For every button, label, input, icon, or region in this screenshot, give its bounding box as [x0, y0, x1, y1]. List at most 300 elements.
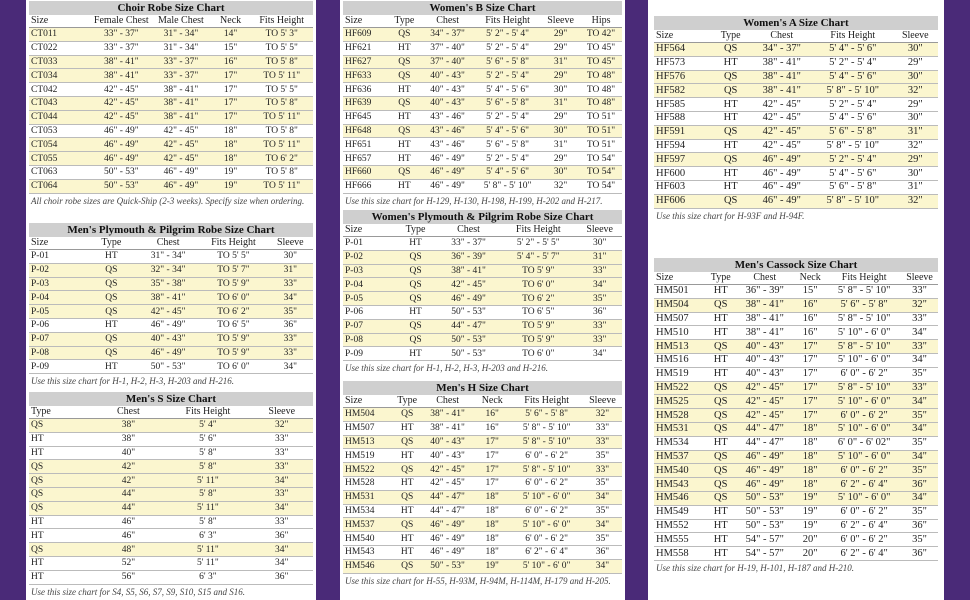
- table-cell: 31": [577, 250, 622, 264]
- table-cell: 34": [901, 395, 938, 409]
- table-cell: 33": [901, 340, 938, 354]
- table-cell: HM528: [654, 409, 705, 423]
- table-cell: 19": [793, 505, 827, 519]
- table-cell: 40" - 43": [421, 83, 474, 97]
- table-cell: 29": [541, 110, 580, 124]
- table-row: [654, 478, 938, 492]
- table-cell: 38" - 41": [751, 70, 813, 84]
- table-row: [343, 165, 622, 179]
- table-cell: 33": [250, 432, 313, 446]
- table-cell: 44" - 47": [736, 436, 793, 450]
- table-cell: 31": [541, 55, 580, 69]
- table-cell: QS: [388, 55, 421, 69]
- table-cell: QS: [388, 165, 421, 179]
- table-cell: 5' 4" - 5' 6": [474, 165, 541, 179]
- table-cell: 5' 6" - 5' 8": [474, 96, 541, 110]
- table-cell: HT: [393, 449, 421, 463]
- table-cell: 33": [583, 463, 622, 477]
- table-row: [29, 515, 313, 529]
- column-header: Type: [711, 30, 751, 43]
- column-header: Fits Height: [499, 224, 577, 237]
- table-cell: TO 51": [580, 110, 622, 124]
- table-cell: HT: [388, 83, 421, 97]
- table-row: [654, 381, 938, 395]
- size-table: [29, 15, 313, 194]
- size-table: [343, 224, 622, 361]
- table-cell: TO 5' 5": [250, 41, 313, 55]
- table-cell: 44": [91, 501, 165, 515]
- table-cell: 36": [901, 519, 938, 533]
- table-cell: QS: [705, 395, 736, 409]
- table-cell: 18": [474, 545, 510, 559]
- table-cell: TO 6' 0": [199, 360, 267, 374]
- column-header: Sleeve: [577, 224, 622, 237]
- table-cell: 29": [893, 153, 938, 167]
- table-cell: 16": [474, 408, 510, 422]
- table-cell: 34" - 37": [751, 43, 813, 57]
- table-cell: 17": [474, 463, 510, 477]
- table-cell: 42": [91, 460, 165, 474]
- table-cell: 17": [793, 353, 827, 367]
- table-cell: 19": [793, 519, 827, 533]
- table-cell: TO 5' 5": [199, 250, 267, 264]
- column-header: Neck: [793, 272, 827, 285]
- table-cell: TO 45": [580, 41, 622, 55]
- table-cell: QS: [393, 463, 421, 477]
- table-cell: 46" - 49": [751, 194, 813, 208]
- table-cell: QS: [393, 250, 438, 264]
- table-cell: QS: [705, 298, 736, 312]
- table-cell: HT: [29, 432, 91, 446]
- table-cell: 31": [893, 180, 938, 194]
- table-cell: 44" - 47": [736, 422, 793, 436]
- table-row: [29, 152, 313, 166]
- table-cell: 16": [793, 298, 827, 312]
- table-cell: HT: [705, 285, 736, 299]
- column-header: Fits Height: [827, 272, 901, 285]
- table-row: [343, 490, 622, 504]
- table-cell: 36": [901, 478, 938, 492]
- table-cell: 34": [250, 501, 313, 515]
- table-cell: HT: [388, 152, 421, 166]
- header-row: [654, 272, 938, 285]
- table-cell: HT: [705, 547, 736, 561]
- table-cell: 46" - 49": [91, 138, 151, 152]
- table-row: [343, 138, 622, 152]
- table-cell: CT044: [29, 110, 91, 124]
- table-cell: QS: [29, 487, 91, 501]
- table-cell: 29": [893, 98, 938, 112]
- table-cell: 5' 4" - 5' 6": [813, 70, 893, 84]
- table-cell: TO 5' 8": [250, 165, 313, 179]
- table-cell: HF603: [654, 180, 711, 194]
- table-cell: 46" - 49": [151, 179, 211, 193]
- table-cell: 6' 2" - 6' 4": [510, 545, 583, 559]
- table-row: [29, 110, 313, 124]
- table-cell: 34" - 37": [421, 28, 474, 42]
- table-cell: HT: [86, 318, 137, 332]
- table-cell: 46" - 49": [421, 179, 474, 193]
- table-cell: QS: [29, 419, 91, 433]
- table-cell: HM555: [654, 533, 705, 547]
- table-cell: 33": [250, 446, 313, 460]
- table-cell: 29": [541, 28, 580, 42]
- table-cell: 31" - 34": [137, 250, 199, 264]
- table-cell: QS: [388, 28, 421, 42]
- table-cell: 32": [893, 194, 938, 208]
- table-cell: 30": [541, 83, 580, 97]
- table-cell: 6' 0" - 6' 2": [510, 476, 583, 490]
- table-cell: 18": [474, 504, 510, 518]
- table-cell: 36" - 39": [438, 250, 499, 264]
- table-cell: 33": [901, 312, 938, 326]
- table-cell: QS: [393, 319, 438, 333]
- table-cell: 18": [793, 436, 827, 450]
- table-cell: 5' 10" - 6' 0": [827, 450, 901, 464]
- size-table: [654, 272, 938, 561]
- table-row: [654, 56, 938, 70]
- table-row: [29, 277, 313, 291]
- table-cell: 5' 4": [165, 419, 250, 433]
- table-cell: 36": [901, 547, 938, 561]
- table-cell: QS: [705, 340, 736, 354]
- column-header: Fits Height: [813, 30, 893, 43]
- table-cell: HM513: [343, 435, 393, 449]
- header-row: [654, 30, 938, 43]
- header-row: [29, 15, 313, 28]
- table-cell: 5' 6" - 5' 8": [827, 298, 901, 312]
- table-cell: HF573: [654, 56, 711, 70]
- table-cell: P-05: [343, 292, 393, 306]
- table-row: [654, 422, 938, 436]
- table-cell: 30": [577, 237, 622, 251]
- table-cell: 44" - 47": [438, 319, 499, 333]
- table-row: [29, 432, 313, 446]
- column-header: Chest: [736, 272, 793, 285]
- table-cell: 5' 8" - 5' 10": [813, 194, 893, 208]
- table-row: [343, 179, 622, 193]
- table-cell: 5' 6" - 5' 8": [474, 55, 541, 69]
- table-row: [343, 504, 622, 518]
- table-row: [343, 435, 622, 449]
- chart-note: Use this size chart for H-1, H-2, H-3, H-203 and H-216.: [345, 363, 548, 374]
- panel-right: [648, 0, 944, 600]
- table-cell: HM531: [654, 422, 705, 436]
- table-row: [654, 111, 938, 125]
- column-header: Male Chest: [151, 15, 211, 28]
- table-cell: 42" - 45": [421, 476, 474, 490]
- table-cell: 35": [583, 476, 622, 490]
- table-cell: 31": [541, 96, 580, 110]
- column-header: Sleeve: [901, 272, 938, 285]
- table-row: [29, 501, 313, 515]
- table-cell: 18": [793, 464, 827, 478]
- table-cell: QS: [393, 292, 438, 306]
- column-header: Female Chest: [91, 15, 151, 28]
- table-cell: 6' 0" - 6' 2": [827, 533, 901, 547]
- size-table: [343, 15, 622, 194]
- table-cell: HM546: [343, 559, 393, 573]
- table-cell: HT: [393, 421, 421, 435]
- table-cell: HM510: [654, 326, 705, 340]
- table-cell: 33": [268, 332, 313, 346]
- table-row: [343, 28, 622, 42]
- column-header: Hips: [580, 15, 622, 28]
- table-cell: 19": [211, 165, 251, 179]
- table-row: [343, 41, 622, 55]
- table-cell: 5' 4" - 5' 6": [813, 111, 893, 125]
- column-header: Size: [29, 237, 86, 250]
- table-cell: HF627: [343, 55, 388, 69]
- table-cell: P-02: [343, 250, 393, 264]
- table-cell: 35": [901, 367, 938, 381]
- table-cell: TO 6' 5": [499, 305, 577, 319]
- table-row: [343, 463, 622, 477]
- table-row: [654, 43, 938, 57]
- table-cell: 5' 10" - 6' 0": [510, 518, 583, 532]
- table-cell: CT043: [29, 96, 91, 110]
- table-cell: HT: [393, 237, 438, 251]
- table-cell: P-02: [29, 263, 86, 277]
- table-cell: P-07: [29, 332, 86, 346]
- table-cell: 43" - 46": [421, 138, 474, 152]
- table-cell: 35": [583, 532, 622, 546]
- column-header: Sleeve: [583, 395, 622, 408]
- table-cell: 32": [901, 298, 938, 312]
- table-row: [29, 124, 313, 138]
- table-cell: 5' 11": [165, 556, 250, 570]
- table-cell: 48": [91, 543, 165, 557]
- table-row: [654, 367, 938, 381]
- table-cell: 17": [211, 83, 251, 97]
- table-cell: 5' 8" - 5' 10": [813, 84, 893, 98]
- table-cell: 35": [583, 449, 622, 463]
- table-cell: 42" - 45": [151, 124, 211, 138]
- chart-title: Women's A Size Chart: [654, 16, 938, 30]
- table-row: [654, 180, 938, 194]
- table-row: [654, 340, 938, 354]
- chart-note: Use this size chart for H-19, H-101, H-187 and H-210.: [656, 562, 854, 573]
- table-cell: QS: [86, 291, 137, 305]
- table-cell: 6' 2" - 6' 4": [827, 519, 901, 533]
- table-cell: 30": [893, 70, 938, 84]
- table-cell: HM525: [654, 395, 705, 409]
- table-cell: 46" - 49": [438, 292, 499, 306]
- table-cell: HM558: [654, 547, 705, 561]
- column-header: Size: [654, 30, 711, 43]
- header-row: [29, 406, 313, 419]
- column-header: Neck: [474, 395, 510, 408]
- table-cell: 42" - 45": [421, 463, 474, 477]
- table-cell: 30": [268, 250, 313, 264]
- table-cell: 17": [474, 476, 510, 490]
- column-header: Type: [388, 15, 421, 28]
- column-header: Type: [393, 395, 421, 408]
- table-cell: HT: [711, 98, 751, 112]
- table-cell: HM528: [343, 476, 393, 490]
- table-cell: HF639: [343, 96, 388, 110]
- table-cell: TO 48": [580, 69, 622, 83]
- table-cell: 5' 10" - 6' 0": [827, 353, 901, 367]
- table-cell: 19": [211, 179, 251, 193]
- table-cell: 35": [901, 533, 938, 547]
- table-cell: 50" - 53": [137, 360, 199, 374]
- table-row: [343, 532, 622, 546]
- table-cell: QS: [393, 333, 438, 347]
- table-row: [654, 70, 938, 84]
- table-cell: QS: [705, 409, 736, 423]
- table-row: [29, 570, 313, 584]
- table-cell: 29": [541, 41, 580, 55]
- table-cell: 6' 0" - 6' 2": [827, 505, 901, 519]
- table-cell: 30": [893, 43, 938, 57]
- table-cell: 40" - 43": [421, 96, 474, 110]
- table-cell: 33" - 37": [91, 28, 151, 42]
- table-cell: 36": [250, 529, 313, 543]
- table-cell: 5' 2" - 5' 4": [474, 41, 541, 55]
- table-cell: 33": [901, 285, 938, 299]
- table-cell: 17": [211, 96, 251, 110]
- table-cell: 16": [211, 55, 251, 69]
- table-cell: 6' 3": [165, 529, 250, 543]
- chart-note: Use this size chart for H-129, H-130, H-198, H-199, H-202 and H-217.: [345, 195, 603, 206]
- table-cell: 18": [211, 124, 251, 138]
- table-cell: 5' 6" - 5' 8": [813, 125, 893, 139]
- table-cell: 5' 4" - 5' 6": [813, 167, 893, 181]
- column-header: Fits Height: [250, 15, 313, 28]
- table-row: [343, 110, 622, 124]
- table-cell: 46" - 49": [751, 167, 813, 181]
- column-header: Type: [29, 406, 91, 419]
- table-cell: HM504: [654, 298, 705, 312]
- table-row: [29, 556, 313, 570]
- header-row: [343, 395, 622, 408]
- table-cell: 42" - 45": [91, 83, 151, 97]
- table-cell: 38": [91, 432, 165, 446]
- table-cell: CT054: [29, 138, 91, 152]
- table-cell: 42" - 45": [91, 110, 151, 124]
- table-row: [654, 98, 938, 112]
- table-cell: TO 6' 5": [199, 318, 267, 332]
- table-cell: 5' 6": [165, 432, 250, 446]
- table-row: [654, 326, 938, 340]
- table-cell: 33": [250, 460, 313, 474]
- table-row: [343, 449, 622, 463]
- table-cell: 34": [250, 556, 313, 570]
- table-cell: HF597: [654, 153, 711, 167]
- table-cell: 38" - 41": [151, 96, 211, 110]
- table-cell: 5' 8" - 5' 10": [510, 463, 583, 477]
- table-cell: 6' 0" - 6' 02": [827, 436, 901, 450]
- table-cell: TO 5' 8": [250, 124, 313, 138]
- table-cell: CT011: [29, 28, 91, 42]
- table-row: [29, 291, 313, 305]
- table-row: [343, 333, 622, 347]
- table-cell: HT: [29, 515, 91, 529]
- table-cell: 32": [893, 139, 938, 153]
- table-cell: 50" - 53": [438, 347, 499, 361]
- table-cell: 5' 4" - 5' 6": [474, 124, 541, 138]
- table-cell: TO 5' 9": [199, 346, 267, 360]
- table-cell: 33" - 37": [151, 55, 211, 69]
- table-row: [654, 312, 938, 326]
- table-cell: 5' 4" - 5' 6": [474, 83, 541, 97]
- table-cell: 33": [250, 515, 313, 529]
- table-cell: 38": [91, 419, 165, 433]
- table-cell: 56": [91, 570, 165, 584]
- chart-note: Use this size chart for S4, S5, S6, S7, S9, S10, S15 and S16.: [31, 586, 246, 597]
- table-cell: 38" - 41": [91, 69, 151, 83]
- table-cell: TO 45": [580, 55, 622, 69]
- table-cell: HT: [705, 312, 736, 326]
- table-cell: HM507: [654, 312, 705, 326]
- table-cell: TO 6' 0": [499, 278, 577, 292]
- table-cell: 42" - 45": [751, 111, 813, 125]
- table-cell: 18": [211, 152, 251, 166]
- table-cell: 33": [577, 333, 622, 347]
- table-cell: QS: [86, 346, 137, 360]
- table-cell: 29": [541, 152, 580, 166]
- table-cell: 54" - 57": [736, 547, 793, 561]
- table-row: [29, 263, 313, 277]
- column-header: Chest: [421, 395, 474, 408]
- table-cell: 36": [250, 570, 313, 584]
- table-cell: 42" - 45": [151, 152, 211, 166]
- table-cell: 43" - 46": [421, 124, 474, 138]
- table-cell: 33": [901, 381, 938, 395]
- table-cell: 34": [250, 543, 313, 557]
- table-cell: HM504: [343, 408, 393, 422]
- womens-b-chart: [343, 1, 622, 207]
- chart-note: Use this size chart for H-55, H-93M, H-94M, H-114M, H-179 and H-205.: [345, 575, 611, 586]
- table-cell: TO 54": [580, 152, 622, 166]
- table-cell: QS: [393, 518, 421, 532]
- column-header: Sleeve: [268, 237, 313, 250]
- table-row: [343, 264, 622, 278]
- table-cell: 34": [901, 491, 938, 505]
- table-row: [343, 292, 622, 306]
- table-cell: 34": [577, 347, 622, 361]
- table-cell: 6' 0" - 6' 2": [510, 504, 583, 518]
- womens-plymouth-chart: [343, 210, 622, 374]
- table-cell: TO 6' 2": [499, 292, 577, 306]
- table-cell: HM540: [343, 532, 393, 546]
- table-cell: QS: [29, 543, 91, 557]
- table-cell: 5' 10" - 6' 0": [827, 491, 901, 505]
- table-cell: HM543: [343, 545, 393, 559]
- table-cell: TO 51": [580, 138, 622, 152]
- table-cell: 35" - 38": [137, 277, 199, 291]
- mens-cassock-chart: [654, 258, 938, 574]
- table-cell: 6' 0" - 6' 2": [827, 409, 901, 423]
- table-cell: 19": [474, 559, 510, 573]
- table-cell: P-09: [343, 347, 393, 361]
- column-header: Type: [705, 272, 736, 285]
- table-cell: 38" - 41": [751, 56, 813, 70]
- table-cell: QS: [705, 478, 736, 492]
- table-cell: 35": [901, 464, 938, 478]
- table-cell: TO 48": [580, 83, 622, 97]
- column-header: Neck: [211, 15, 251, 28]
- table-cell: 15": [793, 285, 827, 299]
- table-cell: HM534: [654, 436, 705, 450]
- table-cell: HT: [393, 347, 438, 361]
- column-header: Fits Height: [199, 237, 267, 250]
- table-cell: HT: [86, 360, 137, 374]
- table-cell: HT: [393, 504, 421, 518]
- table-row: [29, 28, 313, 42]
- table-cell: QS: [705, 464, 736, 478]
